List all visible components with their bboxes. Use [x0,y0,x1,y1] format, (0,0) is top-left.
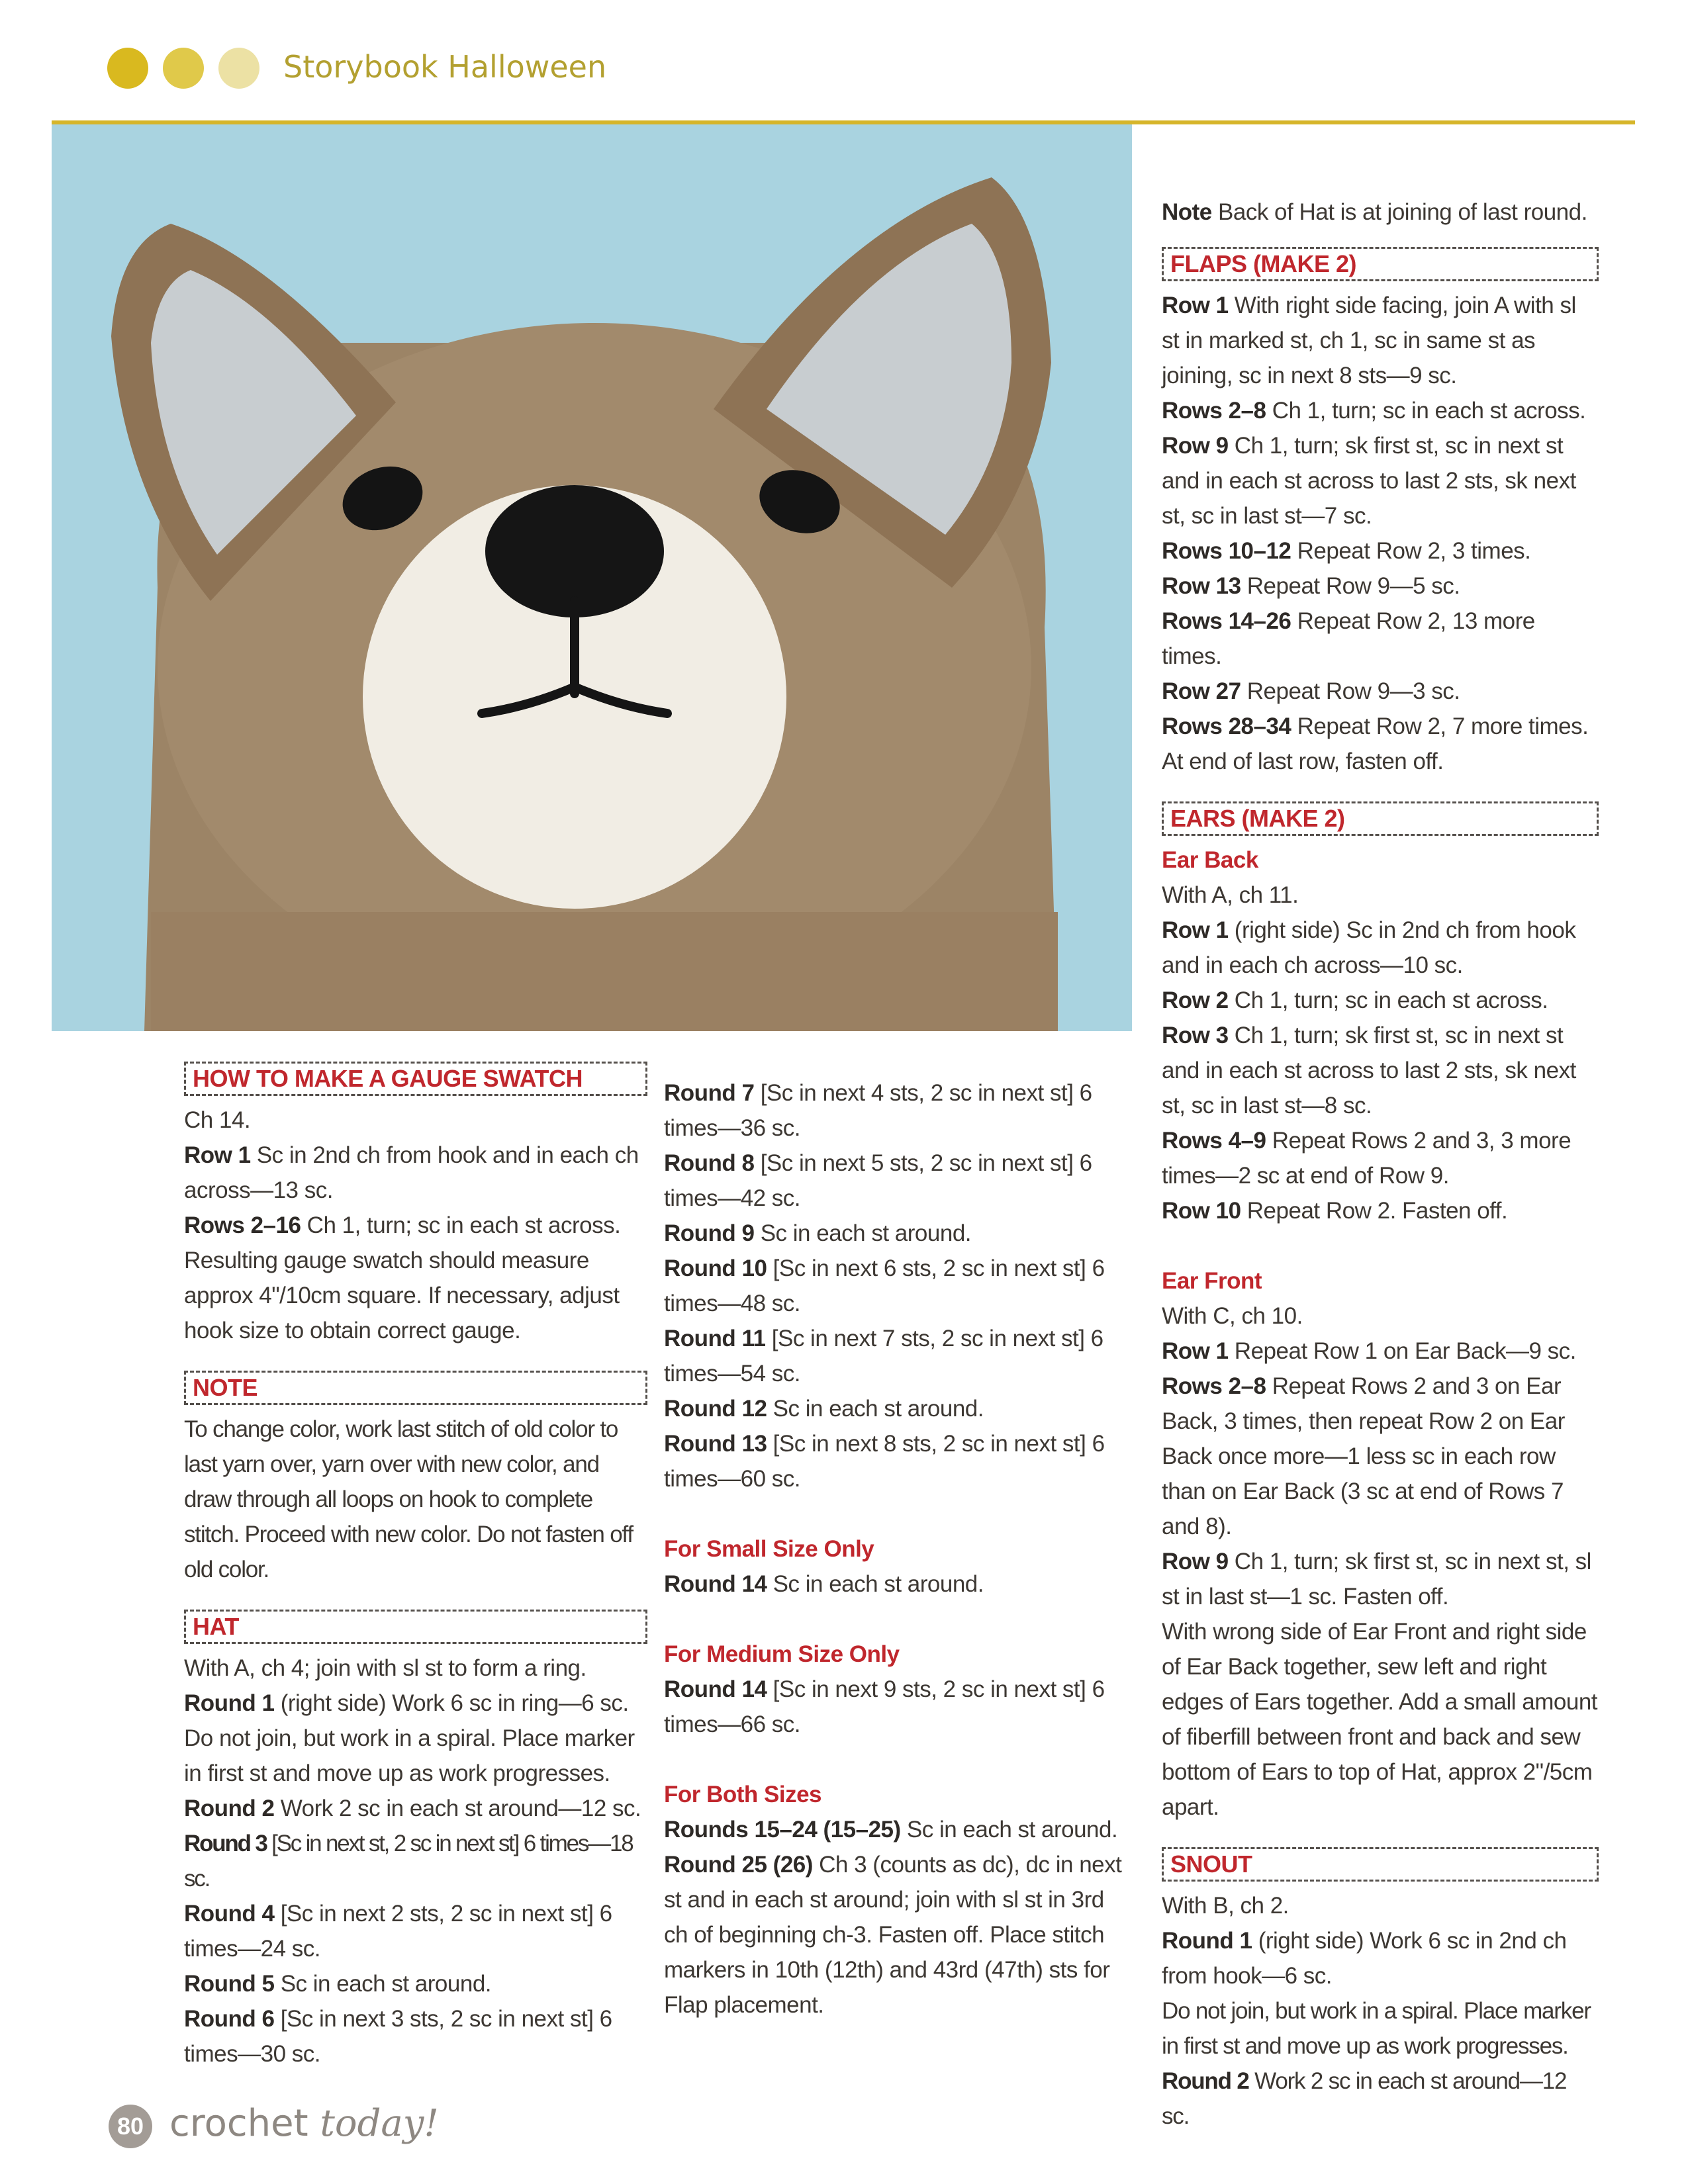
crochet-bear-photo-icon [52,124,1132,1031]
ear-back-rows-4-9: Rows 4–9 Repeat Rows 2 and 3, 3 more times—2 sc at end of Row 9. [1162,1128,1571,1189]
both-round-25: Round 25 (26) Ch 3 (counts as dc), dc in next st and in each st around; join with sl st in 3rd ch of beginning ch-3. Fasten off. Place stitch markers in 10th (12th) and 43rd (47th) sts for Flap placement. [664,1852,1122,2018]
hat-back-note: Note Back of Hat is at joining of last round. [1162,199,1587,225]
ears-heading: EARS (MAKE 2) [1162,801,1599,836]
column-middle [664,1075,1127,2023]
ear-front-row-9: Row 9 Ch 1, turn; sk first st, sc in next st, sl st in last st—1 sc. Fasten off. [1162,1549,1591,1610]
snout-round-2: Round 2 Work 2 sc in each st around—12 sc. [1162,2068,1567,2129]
flaps-row-9: Row 9 Ch 1, turn; sk first st, sc in next st and in each st across to last 2 sts, sk next st, sc in last st—7 sc. [1162,433,1576,529]
ear-front-row-1: Row 1 Repeat Row 1 on Ear Back—9 sc. [1162,1338,1576,1364]
magazine-brand: crochet today! [169,2102,439,2145]
flaps-rows-14-26: Rows 14–26 Repeat Row 2, 13 more times. [1162,608,1535,669]
ear-back-row-2: Row 2 Ch 1, turn; sc in each st across. [1162,987,1548,1013]
snout-round-1: Round 1 (right side) Work 6 sc in 2nd ch from hook—6 sc. [1162,1928,1567,1989]
hat-round-9: Round 9 Sc in each st around. [664,1220,972,1246]
hat-round-3: Round 3 [Sc in next st, 2 sc in next st] 6 times—18 sc. [184,1831,633,1891]
gauge-rows-2-16: Rows 2–16 Ch 1, turn; sc in each st across. Resulting gauge swatch should measure approx 4"/10cm square. If necessary, adjust hook size to obtain correct gauge. [184,1212,621,1343]
small-round-14: Round 14 Sc in each st around. [664,1571,984,1597]
gauge-chain: Ch 14. [184,1107,251,1133]
hat-round-2: Round 2 Work 2 sc in each st around—12 sc. [184,1796,641,1821]
snout-heading: SNOUT [1162,1847,1599,1882]
note-heading: NOTE [184,1371,647,1405]
hat-intro: With A, ch 4; join with sl st to form a ring. [184,1655,586,1681]
flaps-rows-10-12: Rows 10–12 Repeat Row 2, 3 times. [1162,538,1531,564]
column-left [184,1059,647,2071]
header-dot-2 [163,48,204,89]
section-title: Storybook Halloween [283,49,607,85]
hat-round-11: Round 11 [Sc in next 7 sts, 2 sc in next st] 6 times—54 sc. [664,1326,1103,1387]
note-text: To change color, work last stitch of old color to last yarn over, yarn over with new color, and draw through all loops on hook to complete stitch. Proceed with new color. Do not fasten off old color. [184,1416,633,1582]
bear-hat-photo [52,124,1132,1031]
ear-front-intro: With C, ch 10. [1162,1303,1303,1329]
hat-round-4: Round 4 [Sc in next 2 sts, 2 sc in next st] 6 times—24 sc. [184,1901,612,1962]
small-size-heading: For Small Size Only [664,1536,874,1562]
ear-back-row-10: Row 10 Repeat Row 2. Fasten off. [1162,1198,1508,1224]
ear-back-row-1: Row 1 (right side) Sc in 2nd ch from hook and in each ch across—10 sc. [1162,917,1576,978]
flaps-row-13: Row 13 Repeat Row 9—5 sc. [1162,573,1460,599]
hat-round-7: Round 7 [Sc in next 4 sts, 2 sc in next st] 6 times—36 sc. [664,1080,1092,1141]
flaps-row-27: Row 27 Repeat Row 9—3 sc. [1162,678,1460,704]
flaps-heading: FLAPS (MAKE 2) [1162,247,1599,281]
flaps-row-1: Row 1 With right side facing, join A with sl st in marked st, ch 1, sc in same st as joining, sc in next 8 sts—9 sc. [1162,293,1576,388]
hat-round-13: Round 13 [Sc in next 8 sts, 2 sc in next st] 6 times—60 sc. [664,1431,1105,1492]
both-rounds-15-24: Rounds 15–24 (15–25) Sc in each st around. [664,1817,1118,1843]
snout-intro: With B, ch 2. [1162,1893,1289,1919]
hat-round-12: Round 12 Sc in each st around. [664,1396,984,1422]
page-number: 80 [109,2105,152,2148]
hat-round-8: Round 8 [Sc in next 5 sts, 2 sc in next st] 6 times—42 sc. [664,1150,1092,1211]
header-dot-1 [107,48,148,89]
header-dot-3 [218,48,259,89]
hat-round-10: Round 10 [Sc in next 6 sts, 2 sc in next st] 6 times—48 sc. [664,1255,1105,1316]
ear-back-row-3: Row 3 Ch 1, turn; sk first st, sc in next st and in each st across to last 2 sts, sk next st, sc in last st—8 sc. [1162,1023,1576,1118]
hat-heading: HAT [184,1610,647,1644]
flaps-rows-2-8: Rows 2–8 Ch 1, turn; sc in each st across. [1162,398,1586,424]
hat-round-1: Round 1 (right side) Work 6 sc in ring—6 sc. Do not join, but work in a spiral. Place marker in first st and move up as work progresses. [184,1690,635,1786]
ear-back-heading: Ear Back [1162,847,1258,873]
gauge-heading: HOW TO MAKE A GAUGE SWATCH [184,1062,647,1096]
ear-back-intro: With A, ch 11. [1162,882,1299,908]
hat-round-5: Round 5 Sc in each st around. [184,1971,492,1997]
ear-front-heading: Ear Front [1162,1268,1262,1294]
both-sizes-heading: For Both Sizes [664,1782,822,1807]
gauge-row-1: Row 1 Sc in 2nd ch from hook and in each ch across—13 sc. [184,1142,639,1203]
flaps-rows-28-34: Rows 28–34 Repeat Row 2, 7 more times. At end of last row, fasten off. [1162,713,1589,774]
snout-spiral-note: Do not join, but work in a spiral. Place marker in first st and move up as work progresses. [1162,1998,1591,2059]
hat-round-6: Round 6 [Sc in next 3 sts, 2 sc in next st] 6 times—30 sc. [184,2006,612,2067]
medium-round-14: Round 14 [Sc in next 9 sts, 2 sc in next st] 6 times—66 sc. [664,1676,1105,1737]
medium-size-heading: For Medium Size Only [664,1641,900,1667]
ear-front-rows-2-8: Rows 2–8 Repeat Rows 2 and 3 on Ear Back, 3 times, then repeat Row 2 on Ear Back once more—1 less sc in each row than on Ear Back (3 sc at end of Rows 7 and 8). [1162,1373,1565,1539]
ear-assembly: With wrong side of Ear Front and right side of Ear Back together, sew left and right edges of Ears together. Add a small amount of fiberfill between front and back and sew bottom of Ears to top of Hat, approx 2"/5cm apart. [1162,1619,1598,1820]
column-right [1162,195,1599,2134]
